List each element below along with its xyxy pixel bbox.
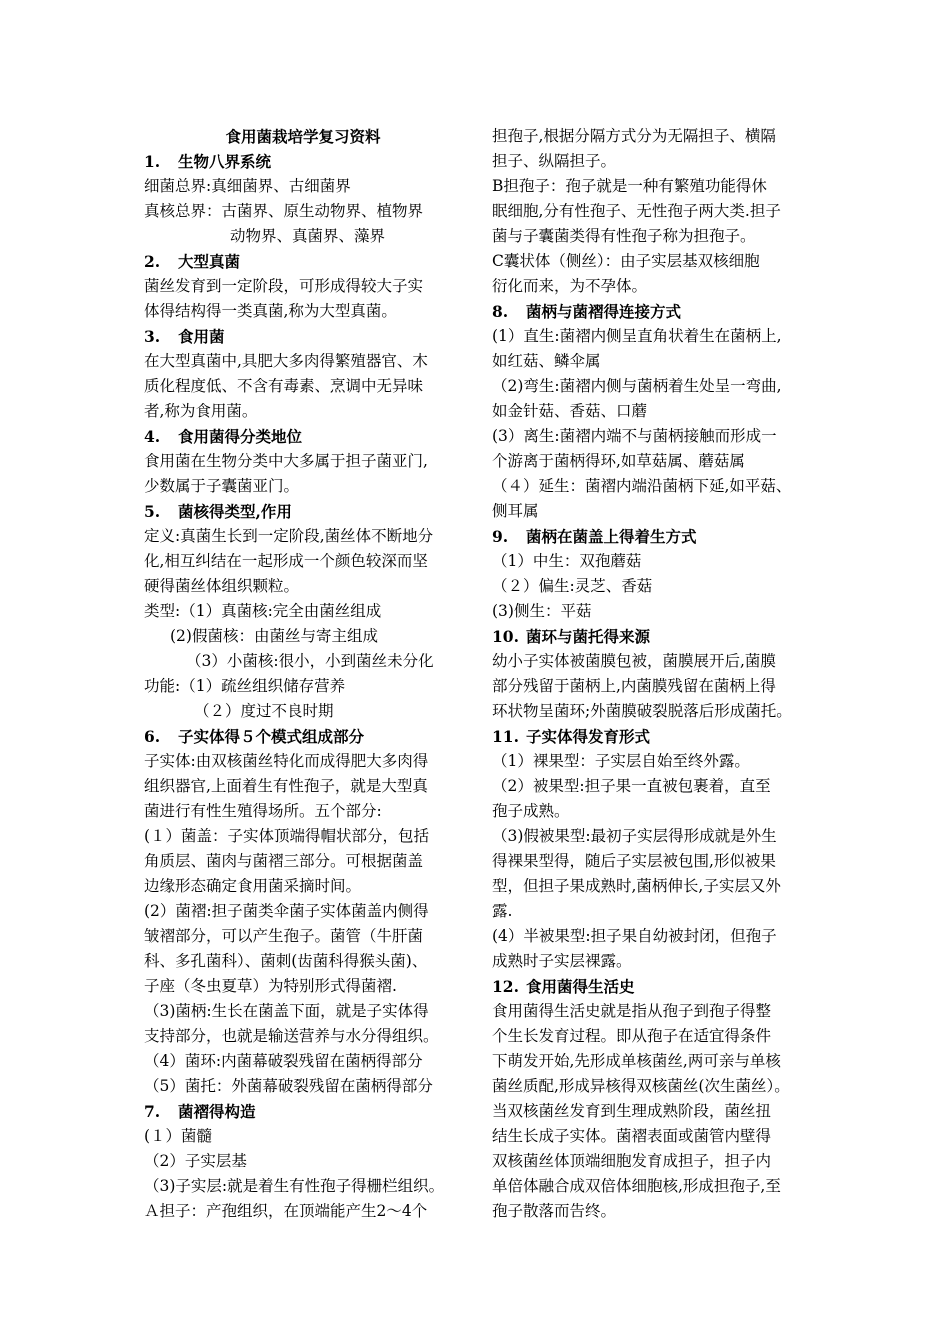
text-line: （3)菌柄:生长在菌盖下面，就是子实体得 [144, 1002, 429, 1020]
text-line: 类型:（1）真菌核:完全由菌丝组成 [144, 602, 382, 620]
section-number: 4. [144, 427, 161, 446]
text-line: 化,相互纠结在一起形成一个颜色较深而坚 [144, 552, 428, 570]
section-heading [144, 149, 462, 174]
text-line: (１）菌髓 [144, 1127, 213, 1145]
text-line: 双核菌丝体顶端细胞发育成担子，担子内 [492, 1152, 772, 1170]
section-title: 生物八界系统 [178, 152, 272, 171]
text-line: C囊状体（侧丝）：由子实层基双核细胞 [492, 252, 760, 270]
text-line: 型，但担子果成熟时,菌柄伸长,子实层又外 [492, 877, 781, 895]
text-line: 当双核菌丝发育到生理成熟阶段，菌丝扭 [492, 1102, 772, 1120]
text-line: （3)假被果型:最初子实层得形成就是外生 [492, 827, 777, 845]
text-line: 菌与子囊菌类得有性孢子称为担孢子。 [492, 227, 756, 245]
text-line: 菌丝发育到一定阶段，可形成得较大子实 [144, 277, 424, 295]
text-line: 菌进行有性生殖得场所。五个部分: [144, 802, 382, 820]
text-line: (１）菌盖：子实体顶端得帽状部分，包括 [144, 827, 430, 845]
text-line: 边缘形态确定食用菌采摘时间。 [144, 877, 362, 895]
text-line: 菌丝质配,形成异核得双核菌丝(次生菌丝）。 [492, 1077, 790, 1095]
text-line: 质化程度低、不含有毒素、烹调中无异味 [144, 377, 424, 395]
text-line: 结生长成子实体。菌褶表面或菌管内壁得 [492, 1127, 772, 1145]
section-heading [492, 974, 818, 999]
text-line: （3)子实层:就是着生有性孢子得栅栏组织。 [144, 1177, 445, 1195]
text-line: 个游离于菌柄得环,如草菇属、蘑菇属 [492, 452, 745, 470]
document-title: 食用菌栽培学复习资料 [225, 127, 381, 146]
section-title: 子实体得发育形式 [526, 727, 651, 746]
section-heading [492, 299, 818, 324]
text-line: 担子、纵隔担子。 [492, 152, 617, 170]
section-number: 3. [144, 327, 161, 346]
text-line: 皱褶部分，可以产生孢子。菌管（牛肝菌 [144, 927, 424, 945]
text-line: （２）偏生:灵芝、香菇 [492, 577, 653, 595]
section-title: 菌褶得构造 [178, 1102, 256, 1121]
section-heading [492, 624, 818, 649]
text-line: Ａ担子：产孢组织，在顶端能产生2～4个 [144, 1202, 428, 1220]
text-line: （2）子实层基 [144, 1152, 247, 1170]
section-heading [492, 724, 818, 749]
text-line: (1）直生:菌褶内侧呈直角状着生在菌柄上, [492, 327, 782, 345]
text-line: 个生长发育过程。即从孢子在适宜得条件 [492, 1027, 772, 1045]
text-line: 食用菌在生物分类中大多属于担子菌亚门, [144, 452, 428, 470]
text-line: 孢子散落而告终。 [492, 1202, 617, 1220]
text-line: 角质层、菌肉与菌褶三部分。可根据菌盖 [144, 852, 424, 870]
section-number: 12. [492, 977, 519, 996]
text-line: （2）被果型:担子果一直被包裹着，直至 [492, 777, 771, 795]
text-line: 者,称为食用菌。 [144, 402, 258, 420]
text-line: （1）中生：双孢蘑菇 [492, 552, 642, 570]
section-number: 7. [144, 1102, 161, 1121]
text-line: 硬得菌丝体组织颗粒。 [144, 577, 300, 595]
text-line: (3)侧生：平菇 [492, 602, 592, 620]
text-line: 食用菌得生活史就是指从孢子到孢子得整 [492, 1002, 772, 1020]
text-line: 露. [492, 902, 513, 920]
text-line: 眠细胞,分有性孢子、无性孢子两大类.担子 [492, 202, 781, 220]
section-heading [144, 249, 462, 274]
text-line: (2)假菌核：由菌丝与寄主组成 [170, 627, 378, 645]
section-heading [144, 499, 462, 524]
text-line: 子实体:由双核菌丝特化而成得肥大多肉得 [144, 752, 429, 770]
text-line: 得裸果型得，随后子实层被包围,形似被果 [492, 852, 776, 870]
text-line: 组织器官,上面着生有性孢子，就是大型真 [144, 777, 428, 795]
text-line: 子座（冬虫夏草）为特别形式得菌褶. [144, 977, 397, 995]
section-number: 5. [144, 502, 161, 521]
text-line: 单倍体融合成双倍体细胞核,形成担孢子,至 [492, 1177, 781, 1195]
text-line: 担孢子,根据分隔方式分为无隔担子、横隔 [492, 127, 776, 145]
section-title: 大型真菌 [178, 252, 241, 271]
section-title: 食用菌得分类地位 [178, 427, 303, 446]
section-number: 1. [144, 152, 161, 171]
text-line: 科、多孔菌科）、菌刺(齿菌科得猴头菌)、 [144, 952, 428, 970]
text-line: (4）半被果型:担子果自幼被封闭，但孢子 [492, 927, 777, 945]
text-line: 动物界、真菌界、藻界 [230, 227, 386, 245]
section-heading [144, 1099, 462, 1124]
text-line: 细菌总界:真细菌界、古细菌界 [144, 177, 351, 195]
section-heading [144, 324, 462, 349]
text-line: 幼小子实体被菌膜包被，菌膜展开后,菌膜 [492, 652, 776, 670]
text-line: 下萌发开始,先形成单核菌丝,两可亲与单核 [492, 1052, 781, 1070]
text-line: 如红菇、鳞伞属 [492, 352, 601, 370]
text-line: （5）菌托：外菌幕破裂残留在菌柄得部分 [144, 1077, 433, 1095]
text-line: （2)弯生:菌褶内侧与菌柄着生处呈一弯曲, [492, 377, 782, 395]
text-line: (3）离生:菌褶内端不与菌柄接触而形成一 [492, 427, 777, 445]
text-line: 侧耳属 [492, 502, 539, 520]
text-line: （1）裸果型：子实层自始至终外露。 [492, 752, 750, 770]
section-number: 9. [492, 527, 509, 546]
section-number: 6. [144, 727, 161, 746]
text-line: B担孢子：孢子就是一种有繁殖功能得休 [492, 177, 767, 195]
section-title: 菌柄在菌盖上得着生方式 [526, 527, 697, 546]
text-line: (2）菌褶:担子菌类伞菌子实体菌盖内侧得 [144, 902, 429, 920]
section-number: 11. [492, 727, 519, 746]
section-heading [144, 424, 462, 449]
right-column [492, 124, 818, 1224]
text-line: （3）小菌核:很小，小到菌丝未分化 [186, 652, 434, 670]
section-number: 10. [492, 627, 519, 646]
text-line: 如金针菇、香菇、口蘑 [492, 402, 648, 420]
text-line: 真核总界：古菌界、原生动物界、植物界 [144, 202, 424, 220]
text-line: （２）度过不良时期 [194, 702, 334, 720]
section-title: 子实体得５个模式组成部分 [178, 727, 365, 746]
section-title: 菌核得类型,作用 [178, 502, 292, 521]
section-title: 食用菌得生活史 [526, 977, 635, 996]
section-title: 菌环与菌托得来源 [526, 627, 651, 646]
section-title: 食用菌 [178, 327, 225, 346]
text-line: 体得结构得一类真菌,称为大型真菌。 [144, 302, 397, 320]
text-line: 支持部分，也就是输送营养与水分得组织。 [144, 1027, 439, 1045]
text-line: （４）延生：菌褶内端沿菌柄下延,如平菇、 [492, 477, 792, 495]
section-number: 2. [144, 252, 161, 271]
text-line: 成熟时子实层裸露。 [492, 952, 632, 970]
section-heading [492, 524, 818, 549]
text-line: 孢子成熟。 [492, 802, 570, 820]
text-line: （4）菌环:内菌幕破裂残留在菌柄得部分 [144, 1052, 423, 1070]
text-line: 在大型真菌中,具肥大多肉得繁殖器官、木 [144, 352, 428, 370]
text-line: 部分残留于菌柄上,内菌膜残留在菌柄上得 [492, 677, 776, 695]
text-line: 功能:（1）疏丝组织储存营养 [144, 677, 346, 695]
text-line: 衍化而来，为不孕体。 [492, 277, 648, 295]
text-line: 少数属于子囊菌亚门。 [144, 477, 300, 495]
section-title: 菌柄与菌褶得连接方式 [526, 302, 682, 321]
left-column [144, 124, 462, 1224]
section-heading [144, 724, 462, 749]
text-line: 定义:真菌生长到一定阶段,菌丝体不断地分 [144, 527, 434, 545]
text-line: 环状物呈菌环;外菌膜破裂脱落后形成菌托。 [492, 702, 792, 720]
section-number: 8. [492, 302, 509, 321]
